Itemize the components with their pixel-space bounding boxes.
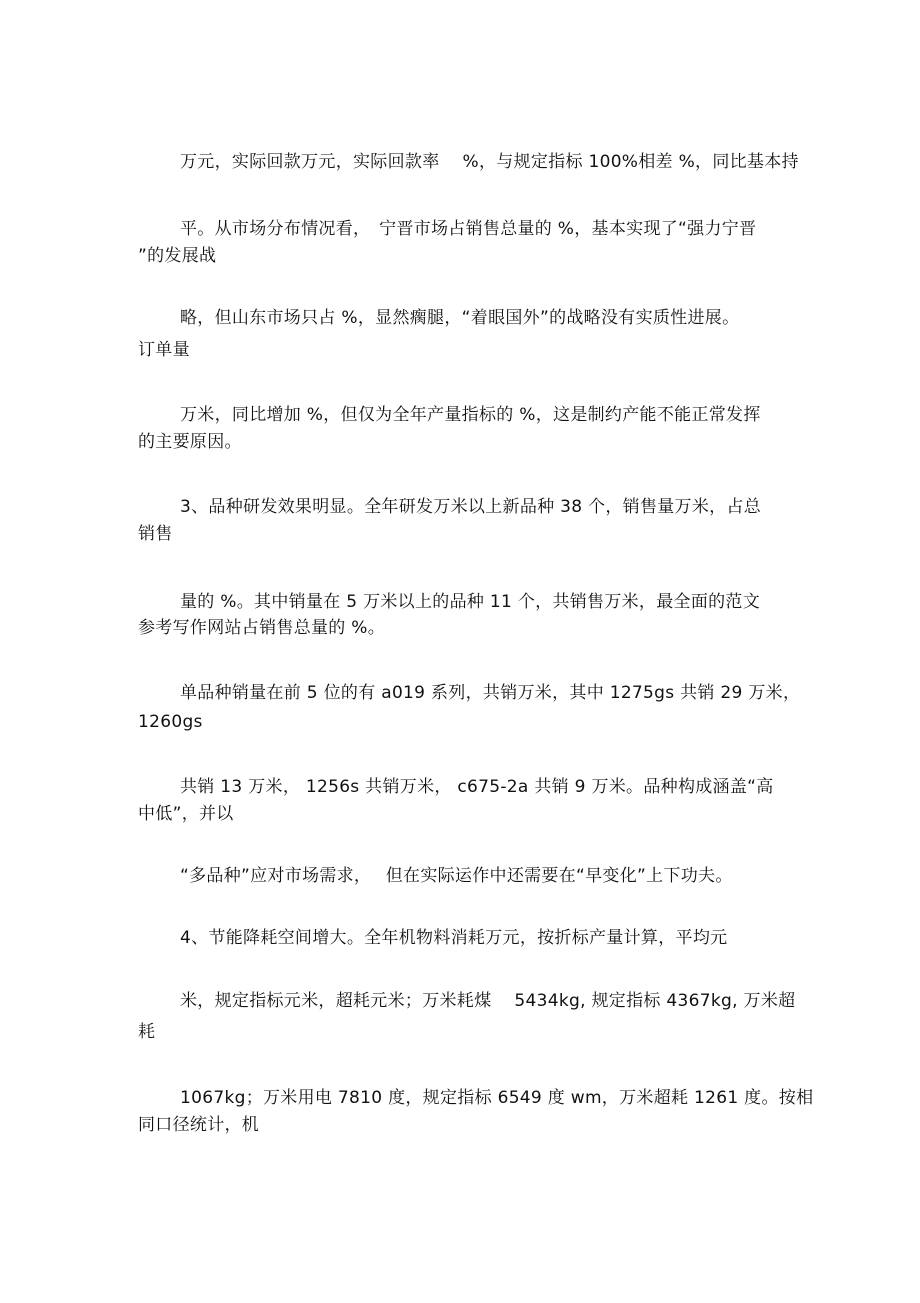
paragraph-7-line-2: 1260gs bbox=[138, 712, 203, 732]
paragraph-8-line-1: 共销 13 万米， 1256s 共销万米， c675-2a 共销 9 万米。品种构成涵盖“高 bbox=[180, 777, 774, 797]
paragraph-2-line-1: 平。从市场分布情况看， 宁晋市场占销售总量的 %，基本实现了“强力宁晋 bbox=[180, 219, 757, 239]
paragraph-6-line-2: 参考写作网站占销售总量的 %。 bbox=[138, 618, 386, 638]
paragraph-11-line-2: 耗 bbox=[138, 1022, 156, 1042]
paragraph-1-line-1: 万元，实际回款万元，实际回款率 %，与规定指标 100%相差 %，同比基本持 bbox=[180, 152, 799, 172]
paragraph-10-line-1: 4、节能降耗空间增大。全年机物料消耗万元，按折标产量计算，平均元 bbox=[180, 928, 728, 948]
paragraph-4-line-1: 万米，同比增加 %，但仅为全年产量指标的 %，这是制约产能不能正常发挥 bbox=[180, 405, 761, 425]
paragraph-12-line-1: 1067kg；万米用电 7810 度，规定指标 6549 度 wm，万米超耗 1261 度。按相 bbox=[180, 1088, 814, 1108]
paragraph-8-line-2: 中低”，并以 bbox=[138, 804, 234, 824]
paragraph-4-line-2: 的主要原因。 bbox=[138, 432, 242, 452]
paragraph-6-line-1: 量的 %。其中销量在 5 万米以上的品种 11 个，共销售万米，最全面的范文 bbox=[180, 592, 761, 612]
paragraph-11-line-1: 米，规定指标元米，超耗元米；万米耗煤 5434kg, 规定指标 4367kg, 万米超 bbox=[180, 991, 796, 1011]
paragraph-2-line-2: ”的发展战 bbox=[138, 246, 217, 266]
paragraph-9-line-1: “多品种”应对市场需求， 但在实际运作中还需要在“早变化”上下功夫。 bbox=[180, 866, 733, 886]
paragraph-5-line-2: 销售 bbox=[138, 524, 173, 544]
paragraph-12-line-2: 同口径统计，机 bbox=[138, 1115, 260, 1135]
paragraph-7-line-1: 单品种销量在前 5 位的有 a019 系列，共销万米，其中 1275gs 共销 29 万米， bbox=[180, 683, 801, 703]
paragraph-5-line-1: 3、品种研发效果明显。全年研发万米以上新品种 38 个，销售量万米，占总 bbox=[180, 497, 762, 517]
paragraph-3-line-2: 订单量 bbox=[138, 340, 190, 360]
paragraph-3-line-1: 略，但山东市场只占 %，显然瘸腿，“着眼国外”的战略没有实质性进展。 bbox=[180, 308, 740, 328]
